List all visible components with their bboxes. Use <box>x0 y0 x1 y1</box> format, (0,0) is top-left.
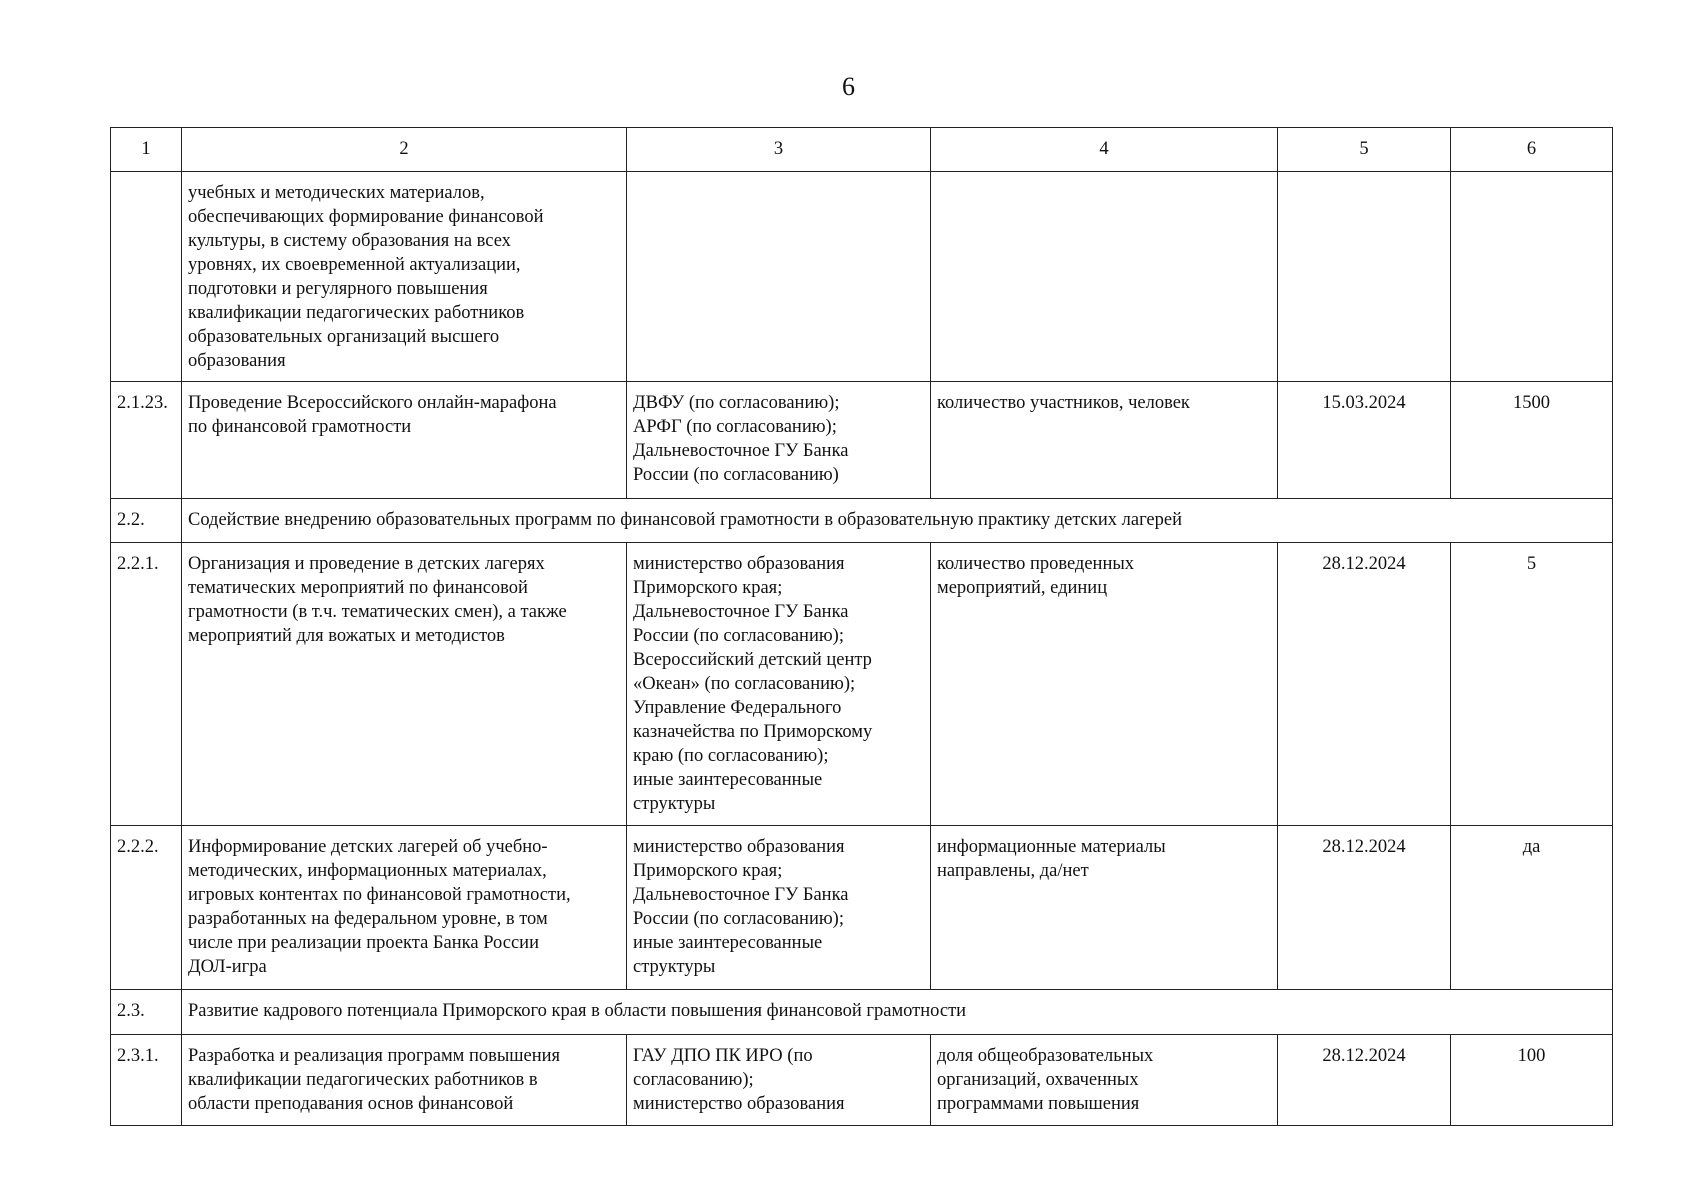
section-title: Содействие внедрению образовательных программ по финансовой грамотности в образовательную практику детских лагерей <box>182 499 1613 543</box>
value-cell: 1500 <box>1451 382 1613 499</box>
event-cell <box>182 172 627 382</box>
event-cell <box>182 826 627 990</box>
table-row <box>111 1035 1613 1126</box>
section-number: 2.3. <box>111 990 182 1035</box>
executors-cell <box>627 382 931 499</box>
event-text: Проведение Всероссийского онлайн-марафона по финансовой грамотности <box>188 393 557 437</box>
page-number: 6 <box>842 72 855 101</box>
row-number <box>111 172 182 382</box>
column-header: 1 <box>111 128 182 172</box>
table-row <box>111 826 1613 990</box>
section-title: Развитие кадрового потенциала Приморского края в области повышения финансовой грамотности <box>182 990 1613 1035</box>
event-cell <box>182 543 627 826</box>
date-cell: 15.03.2024 <box>1278 382 1451 499</box>
table-row <box>111 543 1613 826</box>
executors-text: министерство образования Приморского края; Дальневосточное ГУ Банка России (по согласованию); Всероссийский детский центр «Океан» (по согласованию); Управление Федерального казначейства по Приморскому краю (по согласованию); иные заинтересованные структуры <box>633 554 873 814</box>
indicator-text: доля общеобразовательных организаций, охваченных программами повышения <box>937 1046 1154 1114</box>
indicator-cell <box>931 1035 1278 1126</box>
executors-cell <box>627 826 931 990</box>
column-header: 4 <box>931 128 1278 172</box>
plan-table <box>110 127 1613 1126</box>
value-cell: 100 <box>1451 1035 1613 1126</box>
executors-cell <box>627 1035 931 1126</box>
date-cell: 28.12.2024 <box>1278 1035 1451 1126</box>
indicator-text: количество проведенных мероприятий, единиц <box>937 554 1135 598</box>
indicator-cell <box>931 826 1278 990</box>
value-cell: 5 <box>1451 543 1613 826</box>
row-number: 2.2.1. <box>111 543 182 826</box>
indicator-cell <box>931 543 1278 826</box>
value-cell: да <box>1451 826 1613 990</box>
table-header-row <box>111 128 1613 172</box>
event-text: Разработка и реализация программ повышения квалификации педагогических работников в области преподавания основ финансовой <box>188 1046 561 1114</box>
row-number: 2.3.1. <box>111 1035 182 1126</box>
date-cell: 28.12.2024 <box>1278 543 1451 826</box>
date-cell <box>1278 172 1451 382</box>
section-number: 2.2. <box>111 499 182 543</box>
column-header: 6 <box>1451 128 1613 172</box>
value-cell <box>1451 172 1613 382</box>
executors-cell <box>627 543 931 826</box>
indicator-cell <box>931 172 1278 382</box>
column-header: 2 <box>182 128 627 172</box>
row-number: 2.2.2. <box>111 826 182 990</box>
executors-text: ДВФУ (по согласованию); АРФГ (по согласованию); Дальневосточное ГУ Банка России (по согласованию) <box>633 393 849 485</box>
event-text: Информирование детских лагерей об учебно- методических, информационных материалах, игровых контентах по финансовой грамотности, разработанных на федеральном уровне, в том числе при реализации проекта Банка России ДОЛ-игра <box>188 837 571 977</box>
table-row <box>111 382 1613 499</box>
indicator-text: информационные материалы направлены, да/нет <box>937 837 1166 881</box>
row-number: 2.1.23. <box>111 382 182 499</box>
column-header: 3 <box>627 128 931 172</box>
table-row <box>111 172 1613 382</box>
event-cell <box>182 1035 627 1126</box>
column-header: 5 <box>1278 128 1451 172</box>
executors-text: ГАУ ДПО ПК ИРО (по согласованию); министерство образования <box>633 1046 845 1114</box>
indicator-cell <box>931 382 1278 499</box>
section-row <box>111 990 1613 1035</box>
executors-cell <box>627 172 931 382</box>
indicator-text: количество участников, человек <box>937 393 1190 413</box>
executors-text: министерство образования Приморского края; Дальневосточное ГУ Банка России (по согласованию); иные заинтересованные структуры <box>633 837 849 977</box>
date-cell: 28.12.2024 <box>1278 826 1451 990</box>
section-row <box>111 499 1613 543</box>
event-text: учебных и методических материалов, обеспечивающих формирование финансовой культуры, в систему образования на всех уровнях, их своевременной актуализации, подготовки и регулярного повышения квалификации педагогических работников образовательных организаций высшего образования <box>188 183 544 371</box>
event-text: Организация и проведение в детских лагерях тематических мероприятий по финансовой грамотности (в т.ч. тематических смен), а также мероприятий для вожатых и методистов <box>188 554 567 646</box>
event-cell <box>182 382 627 499</box>
